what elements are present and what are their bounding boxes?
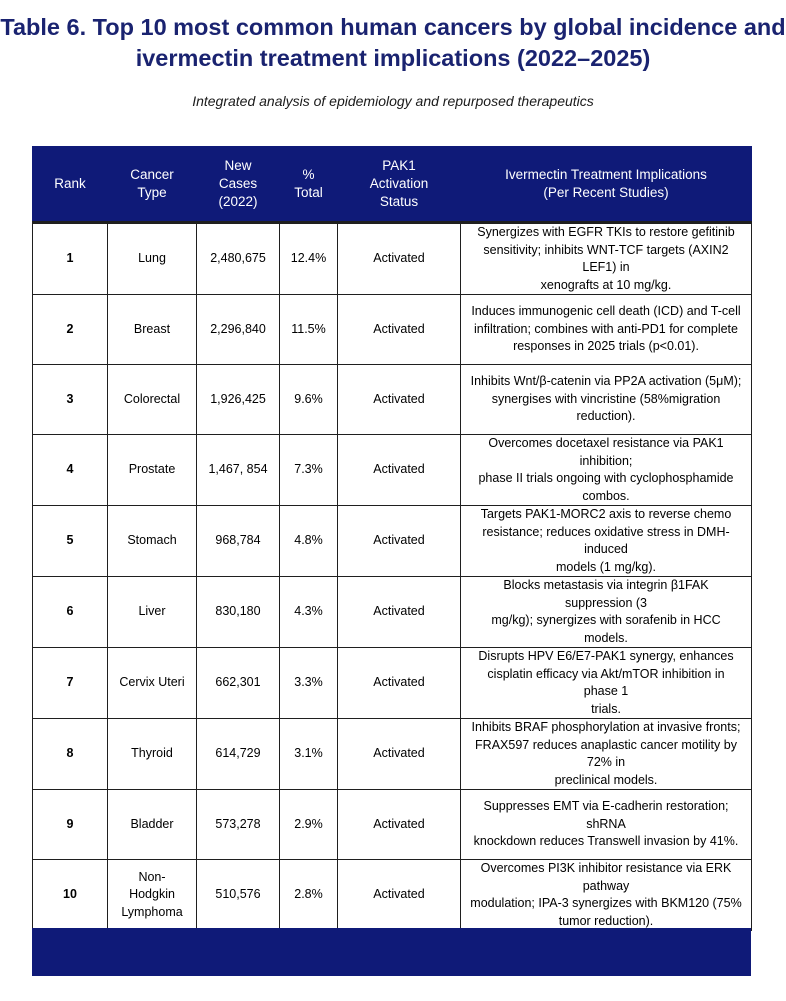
table-title (0, 12, 786, 74)
cell-rank: 6 (33, 577, 108, 648)
cell-cancer-type (108, 365, 197, 435)
header-rank: Rank (33, 146, 108, 223)
cell-rank: 4 (33, 435, 108, 506)
cell-ivermectin-implications (461, 648, 752, 719)
cell-new-cases: 968,784 (197, 506, 280, 577)
cell-ivermectin-implications-line: responses in 2025 trials (p<0.01). (513, 339, 699, 354)
cell-percent-total: 11.5% (280, 295, 338, 365)
cell-ivermectin-implications-line: xenografts at 10 mg/kg. (540, 277, 672, 292)
cell-percent-total: 9.6% (280, 365, 338, 435)
table-row (33, 648, 752, 719)
cell-new-cases: 1,926,425 (197, 365, 280, 435)
header-new-cases: New Cases (2022) (197, 146, 280, 223)
cell-cancer-type (108, 648, 197, 719)
table-header (33, 146, 752, 223)
cell-cancer-type-line: Hodgkin (129, 887, 175, 902)
cell-pak1-status: Activated (338, 223, 461, 295)
cell-pak1-status: Activated (338, 295, 461, 365)
cell-cancer-type (108, 719, 197, 790)
cell-ivermectin-implications-line: Overcomes PI3K inhibitor resistance via ERK pathway (480, 861, 732, 893)
cell-ivermectin-implications (461, 435, 752, 506)
cell-ivermectin-implications-line: Disrupts HPV E6/E7-PAK1 synergy, enhances (478, 649, 734, 663)
cell-ivermectin-implications-line: Suppresses EMT via E-cadherin restoration; shRNA (483, 799, 729, 831)
cell-ivermectin-implications-line: combos. (582, 488, 630, 503)
cell-percent-total: 2.8% (280, 860, 338, 931)
cell-ivermectin-implications-line: sensitivity; inhibits WNT-TCF targets (AXIN2 LEF1) in (483, 242, 729, 274)
cell-ivermectin-implications (461, 365, 752, 435)
table-body (33, 223, 752, 931)
cell-ivermectin-implications-line: cisplatin efficacy via Akt/mTOR inhibition in phase 1 (487, 666, 725, 698)
cell-ivermectin-implications-line: Blocks metastasis via integrin β1FAK suppression (3 (503, 578, 709, 610)
cell-percent-total: 12.4% (280, 223, 338, 295)
cell-ivermectin-implications-line: preclinical models. (554, 772, 658, 787)
header-row (33, 146, 752, 223)
cell-ivermectin-implications-line: phase II trials ongoing with cyclophosphamide (478, 471, 734, 485)
cell-ivermectin-implications-line: resistance; reduces oxidative stress in DMH-induced (482, 524, 730, 556)
table-row (33, 790, 752, 860)
cell-percent-total: 4.8% (280, 506, 338, 577)
cell-pak1-status: Activated (338, 790, 461, 860)
cell-pak1-status: Activated (338, 365, 461, 435)
cell-new-cases: 662,301 (197, 648, 280, 719)
table-row (33, 223, 752, 295)
cell-new-cases: 2,480,675 (197, 223, 280, 295)
cell-ivermectin-implications-line: Induces immunogenic cell death (ICD) and T-cell (471, 304, 741, 319)
cell-rank: 10 (33, 860, 108, 931)
cell-new-cases: 573,278 (197, 790, 280, 860)
cell-cancer-type-line: Bladder (130, 816, 174, 831)
cell-ivermectin-implications (461, 506, 752, 577)
header-ivermectin-implications: Ivermectin Treatment Implications (Per Recent Studies) (461, 146, 752, 223)
cell-rank: 7 (33, 648, 108, 719)
table-row (33, 365, 752, 435)
table-row (33, 577, 752, 648)
cell-ivermectin-implications-line: mg/kg); synergizes with sorafenib in HCC models. (491, 613, 721, 645)
cell-ivermectin-implications (461, 860, 752, 931)
cell-pak1-status: Activated (338, 648, 461, 719)
cell-percent-total: 3.1% (280, 719, 338, 790)
cell-percent-total: 3.3% (280, 648, 338, 719)
header-percent-total: % Total (280, 146, 338, 223)
cell-ivermectin-implications-line: trials. (591, 701, 621, 716)
cell-rank: 8 (33, 719, 108, 790)
cell-cancer-type (108, 860, 197, 931)
table-row (33, 860, 752, 931)
header-pak1-status: PAK1 Activation Status (338, 146, 461, 223)
cell-ivermectin-implications-line: Synergizes with EGFR TKIs to restore gefitinib (477, 225, 735, 239)
cell-rank: 9 (33, 790, 108, 860)
cell-ivermectin-implications-line: infiltration; combines with anti-PD1 for complete (473, 321, 738, 336)
cell-pak1-status: Activated (338, 435, 461, 506)
table-row (33, 506, 752, 577)
cell-new-cases: 614,729 (197, 719, 280, 790)
cell-new-cases: 830,180 (197, 577, 280, 648)
cell-cancer-type-line: Colorectal (123, 391, 181, 406)
cell-cancer-type-line: Lung (138, 251, 166, 266)
cell-rank: 3 (33, 365, 108, 435)
table-footer-bar (32, 928, 751, 976)
cell-ivermectin-implications-line: tumor reduction). (558, 913, 654, 928)
cell-cancer-type (108, 435, 197, 506)
cell-pak1-status: Activated (338, 506, 461, 577)
cell-cancer-type (108, 790, 197, 860)
cell-ivermectin-implications-line: synergises with vincristine (58%migration reduction). (491, 391, 721, 424)
table-title-line-1: Table 6. Top 10 most common human cancers by global incidence and (0, 14, 786, 40)
cell-ivermectin-implications-line: FRAX597 reduces anaplastic cancer motility by 72% in (475, 737, 737, 769)
cell-ivermectin-implications (461, 577, 752, 648)
header-cancer-type: Cancer Type (108, 146, 197, 223)
table-row (33, 295, 752, 365)
cancer-incidence-table (32, 146, 752, 931)
cell-ivermectin-implications-line: Inhibits BRAF phosphorylation at invasive fronts; (471, 720, 741, 734)
cell-cancer-type (108, 223, 197, 295)
cell-ivermectin-implications (461, 719, 752, 790)
cell-new-cases: 2,296,840 (197, 295, 280, 365)
cell-rank: 5 (33, 506, 108, 577)
cell-rank: 1 (33, 223, 108, 295)
cell-cancer-type-line: Lymphoma (121, 904, 183, 919)
cell-ivermectin-implications-line: models (1 mg/kg). (555, 559, 657, 574)
cell-cancer-type (108, 577, 197, 648)
cell-new-cases: 510,576 (197, 860, 280, 931)
cell-ivermectin-implications (461, 223, 752, 295)
cell-rank: 2 (33, 295, 108, 365)
cell-ivermectin-implications-line: knockdown reduces Transwell invasion by 41%. (473, 834, 739, 849)
table-subtitle: Integrated analysis of epidemiology and repurposed therapeutics (192, 93, 594, 109)
table-title-line-2: ivermectin treatment implications (2022–2025) (135, 45, 651, 71)
cell-cancer-type-line: Breast (133, 321, 171, 336)
cell-ivermectin-implications (461, 295, 752, 365)
cell-ivermectin-implications-line: Targets PAK1-MORC2 axis to reverse chemo (480, 507, 732, 521)
cell-ivermectin-implications-line: modulation; IPA-3 synergizes with BKM120 (75% (470, 896, 742, 910)
cell-ivermectin-implications (461, 790, 752, 860)
cell-cancer-type-line: Thyroid (131, 746, 173, 761)
cell-ivermectin-implications-line: Inhibits Wnt/β-catenin via PP2A activation (5μM); (470, 374, 742, 389)
cell-ivermectin-implications-line: Overcomes docetaxel resistance via PAK1 inhibition; (488, 436, 724, 468)
cell-cancer-type-line: Stomach (127, 533, 177, 548)
cell-new-cases: 1,467, 854 (197, 435, 280, 506)
cell-percent-total: 2.9% (280, 790, 338, 860)
table-row (33, 435, 752, 506)
table-row (33, 719, 752, 790)
cell-percent-total: 4.3% (280, 577, 338, 648)
cell-pak1-status: Activated (338, 860, 461, 931)
cell-cancer-type-line: Cervix Uteri (119, 675, 185, 690)
cell-cancer-type (108, 506, 197, 577)
cell-cancer-type (108, 295, 197, 365)
cell-pak1-status: Activated (338, 577, 461, 648)
cell-percent-total: 7.3% (280, 435, 338, 506)
cell-cancer-type-line: Liver (138, 604, 166, 619)
cell-pak1-status: Activated (338, 719, 461, 790)
cell-cancer-type-line: Non- (138, 869, 166, 884)
cell-cancer-type-line: Prostate (128, 462, 176, 477)
